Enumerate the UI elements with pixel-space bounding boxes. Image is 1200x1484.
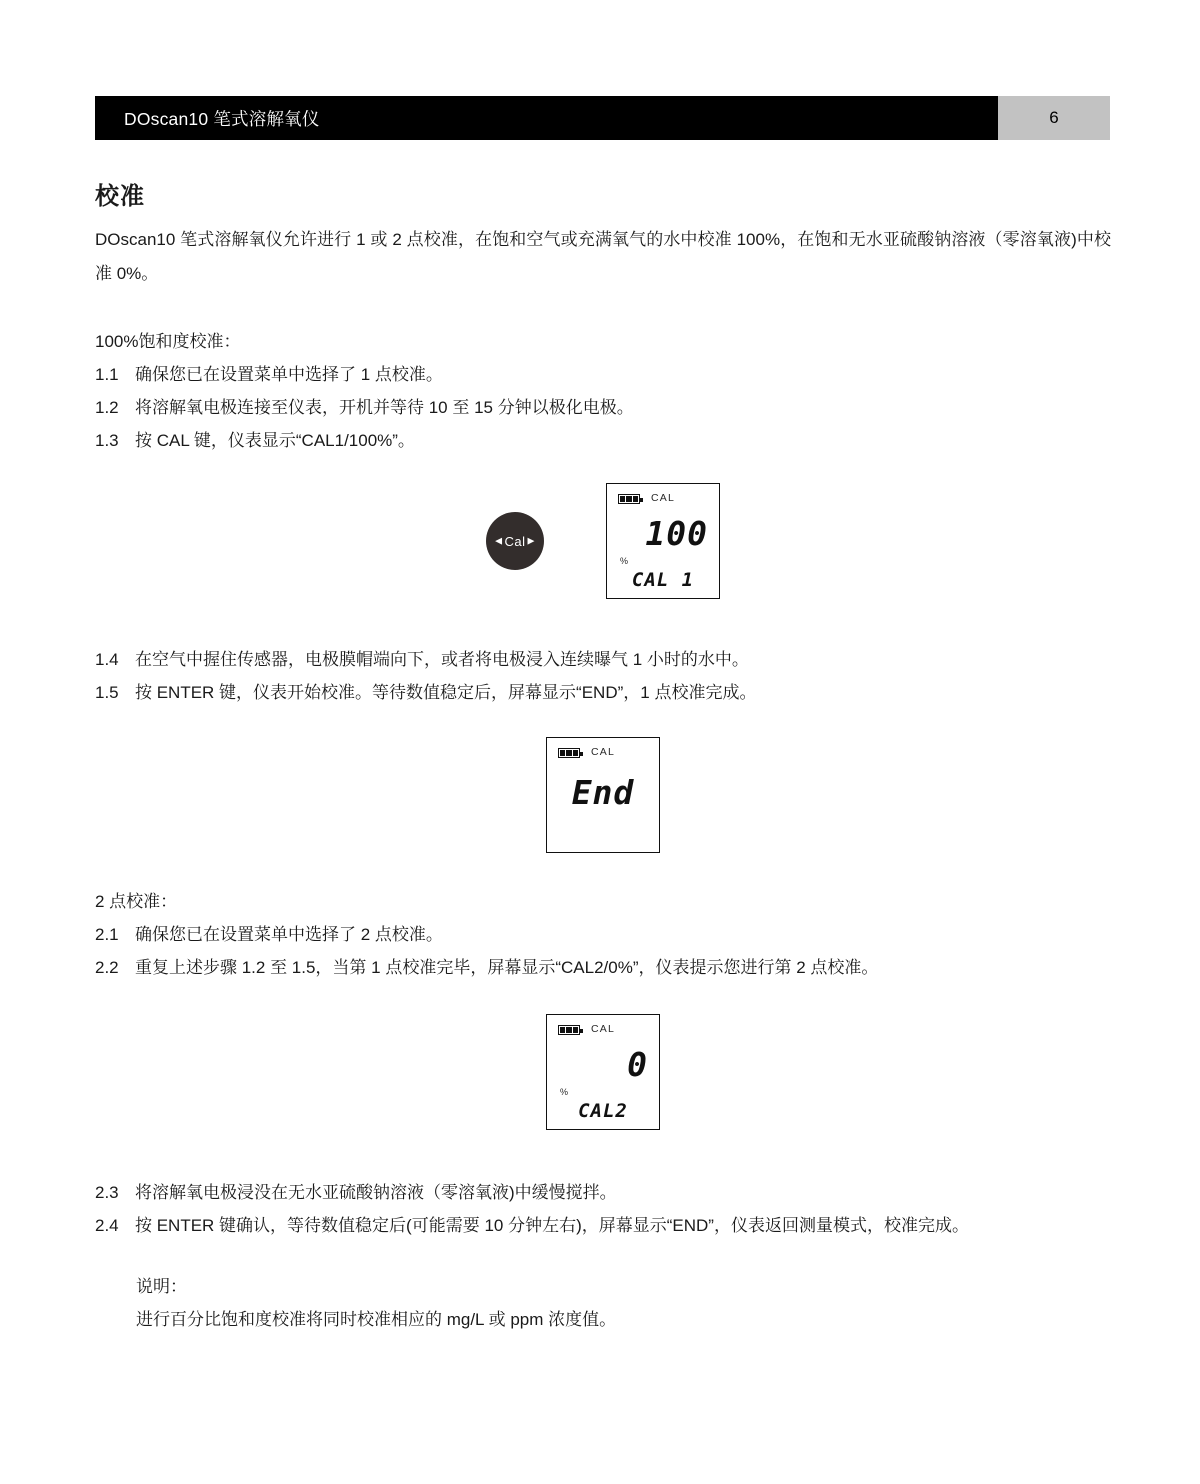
step-text: 按 CAL 键，仪表显示“CAL1/100%”。 (135, 431, 415, 450)
step-text: 重复上述步骤 1.2 至 1.5，当第 1 点校准完毕，屏幕显示“CAL2/0%”，仪表提示您进行第 2 点校准。 (135, 958, 879, 977)
document-content (95, 176, 1111, 1336)
lcd-status-row (547, 746, 659, 760)
lcd-status-row (607, 492, 719, 506)
step-text: 在空气中握住传感器，电极膜帽端向下，或者将电极浸入连续曝气 1 小时的水中。 (135, 650, 749, 669)
cal-button-label: Cal (504, 533, 526, 549)
lcd-display-cal1 (606, 483, 720, 599)
step-text: 按 ENTER 键确认，等待数值稳定后(可能需要 10 分钟左右)，屏幕显示“END”，仪表返回测量模式，校准完成。 (135, 1216, 969, 1235)
one-point-heading: 100%饱和度校准： (95, 332, 241, 351)
lcd-status-row (547, 1023, 659, 1037)
lcd-primary-value: 100 (645, 514, 708, 553)
step-2-3 (95, 1176, 1111, 1209)
step-number: 1.1 (95, 365, 119, 384)
lcd-unit-percent: % (560, 1087, 569, 1097)
figure-cal1 (95, 483, 1111, 599)
lcd-cal-indicator: CAL (590, 1023, 616, 1035)
step-number: 2.2 (95, 958, 119, 977)
cal-button[interactable] (486, 512, 544, 570)
step-1-4 (95, 643, 1111, 676)
lcd-primary-value: End (571, 773, 635, 812)
step-number: 2.1 (95, 925, 119, 944)
step-text: 确保您已在设置菜单中选择了 2 点校准。 (135, 925, 443, 944)
figure-cal2 (95, 1014, 1111, 1130)
page-header (95, 96, 1110, 140)
page-number-box (998, 96, 1110, 140)
figure-end (95, 737, 1111, 853)
step-2-1 (95, 918, 1111, 951)
lcd-display-cal2 (546, 1014, 660, 1130)
two-point-heading: 2 点校准： (95, 892, 178, 911)
note-block (136, 1270, 1111, 1336)
document-title: DOscan10 笔式溶解氧仪 (124, 108, 320, 129)
arrow-left-icon: ◀ (495, 535, 503, 545)
step-number: 2.3 (95, 1183, 119, 1202)
lcd-primary-value: 0 (627, 1045, 648, 1084)
section-intro-paragraph: DOscan10 笔式溶解氧仪允许进行 1 或 2 点校准，在饱和空气或充满氧气的水中校准 100%，在饱和无水亚硫酸钠溶液（零溶氧液)中校准 0%。 (95, 230, 1111, 283)
step-number: 2.4 (95, 1216, 119, 1235)
step-number: 1.5 (95, 683, 119, 702)
step-2-4 (95, 1209, 1111, 1242)
step-1-5 (95, 676, 1111, 709)
step-2-2 (95, 951, 1111, 984)
lcd-display-end (546, 737, 660, 853)
note-label: 说明： (136, 1277, 187, 1296)
page-number: 6 (1049, 108, 1059, 127)
step-1-2 (95, 391, 1111, 424)
arrow-right-icon: ▶ (527, 535, 535, 545)
section-title: 校准 (95, 183, 145, 210)
step-number: 1.4 (95, 650, 119, 669)
header-title-bar (95, 96, 998, 140)
step-text: 按 ENTER 键，仪表开始校准。等待数值稳定后，屏幕显示“END”，1 点校准完成。 (135, 683, 757, 702)
lcd-cal-indicator: CAL (590, 746, 616, 758)
lcd-secondary-value: CAL2 (578, 1100, 628, 1122)
step-text: 将溶解氧电极连接至仪表，开机并等待 10 至 15 分钟以极化电极。 (135, 398, 634, 417)
lcd-unit-percent: % (620, 556, 629, 566)
step-number: 1.3 (95, 431, 119, 450)
step-1-3 (95, 424, 1111, 457)
step-text: 将溶解氧电极浸没在无水亚硫酸钠溶液（零溶氧液)中缓慢搅拌。 (135, 1183, 617, 1202)
lcd-secondary-value: CAL 1 (631, 569, 695, 591)
step-text: 确保您已在设置菜单中选择了 1 点校准。 (135, 365, 443, 384)
step-number: 1.2 (95, 398, 119, 417)
lcd-cal-indicator: CAL (650, 492, 676, 504)
note-text: 进行百分比饱和度校准将同时校准相应的 mg/L 或 ppm 浓度值。 (136, 1310, 617, 1329)
step-1-1 (95, 358, 1111, 391)
